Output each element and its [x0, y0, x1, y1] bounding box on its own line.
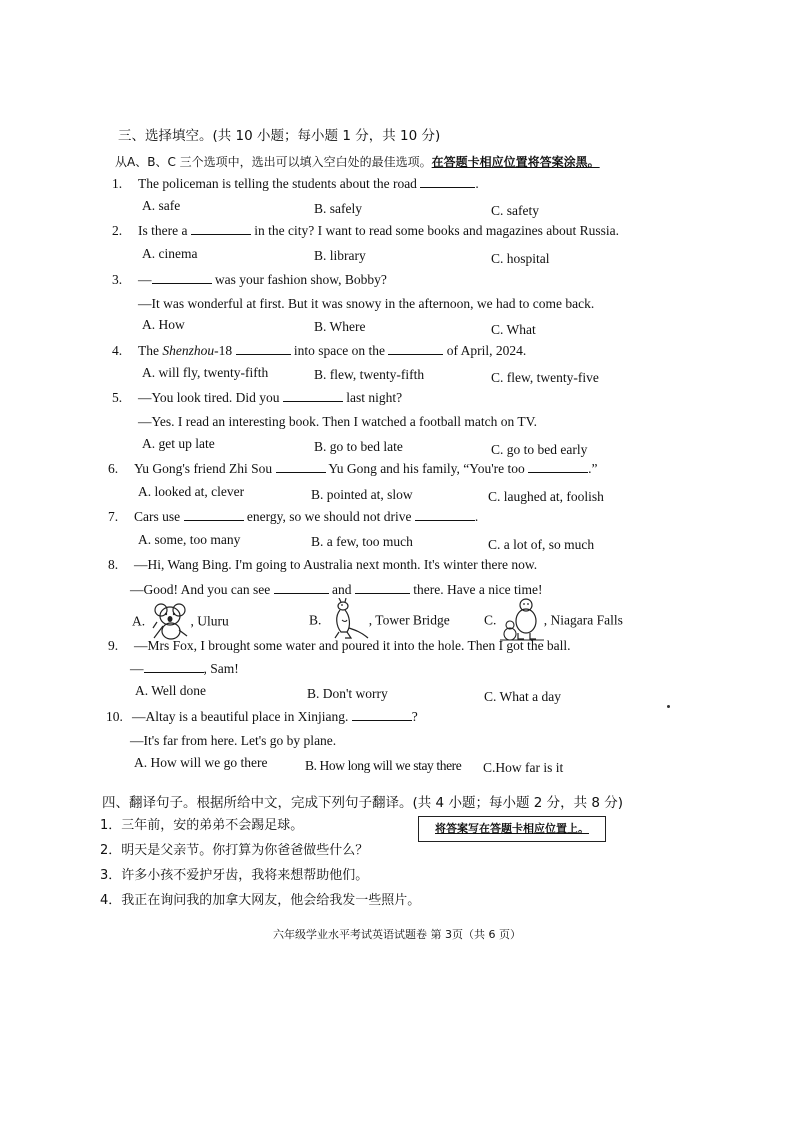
answer-blank [528, 459, 588, 473]
q10-option-a: A. How will we go there [134, 755, 268, 770]
q8-option-c: C. , Niagara Falls [484, 597, 623, 646]
translation-item-3: 3．许多小孩不爱护牙齿，我将来想帮助他们。 [100, 868, 369, 883]
q2-option-a: A. cinema [142, 246, 198, 261]
answer-blank [283, 388, 343, 402]
answer-blank [415, 507, 475, 521]
q10-option-b: B. How long will we stay there [305, 758, 462, 773]
translation-item-2: 2．明天是父亲节。你打算为你爸爸做些什么？ [100, 843, 369, 858]
answer-blank [144, 659, 204, 673]
question-1: 1. The policeman is telling the students about the road . [112, 176, 479, 191]
q7-option-c: C. a lot of, so much [488, 537, 595, 552]
q10-option-c: C.How far is it [483, 760, 564, 775]
question-3-reply: —It was wonderful at first. But it was snowy in the afternoon, we had to come back. [138, 296, 595, 311]
q1-option-c: C. safety [491, 203, 539, 218]
q7-option-b: B. a few, too much [311, 534, 413, 549]
q6-option-b: B. pointed at, slow [311, 487, 413, 502]
page-footer: 六年级学业水平考试英语试题卷 第 3页（共 6 页） [273, 928, 521, 941]
question-4: 4. The Shenzhou-18 into space on the of April, 2024. [112, 343, 527, 358]
question-6: 6. Yu Gong's friend Zhi Sou Yu Gong and his family, “You're too .” [108, 461, 598, 476]
question-9-reply: — , Sam! [130, 661, 239, 676]
answer-blank [355, 580, 410, 594]
question-10-reply: —It's far from here. Let's go by plane. [130, 733, 337, 748]
answer-blank [420, 174, 475, 188]
q1-option-b: B. safely [314, 201, 362, 216]
q3-option-a: A. How [142, 317, 185, 332]
question-8-reply: —Good! And you can see and there. Have a nice time! [130, 582, 543, 597]
translation-item-1: 1．三年前，安的弟弟不会踢足球。 [100, 818, 304, 833]
question-7: 7. Cars use energy, so we should not drive . [108, 509, 479, 524]
question-5: 5. —You look tired. Did you last night? [112, 390, 403, 405]
q9-option-c: C. What a day [484, 689, 561, 704]
question-2: 2. Is there a in the city? I want to read some books and magazines about Russia. [112, 223, 620, 238]
q9-option-b: B. Don't worry [307, 686, 388, 701]
section4-title: 四、翻译句子。根据所给中文，完成下列句子翻译。(共 4 小题；每小题 2 分，共 8 分) [102, 795, 624, 811]
answer-blank [152, 270, 212, 284]
q4-option-b: B. flew, twenty-fifth [314, 367, 425, 382]
q3-option-b: B. Where [314, 319, 366, 334]
q8-option-b: B. , Tower Bridge [309, 598, 450, 645]
answer-blank [276, 459, 326, 473]
q2-option-c: C. hospital [491, 251, 550, 266]
scan-speck [667, 705, 670, 708]
translation-item-4: 4．我正在询问我的加拿大网友，他会给我发一些照片。 [100, 893, 421, 908]
q6-option-c: C. laughed at, foolish [488, 489, 604, 504]
section3-title: 三、选择填空。(共 10 小题；每小题 1 分，共 10 分) [118, 128, 441, 144]
section3-instruction: 从A、B、C 三个选项中，选出可以填入空白处的最佳选项。在答题卡相应位置将答案涂黑。 [115, 155, 600, 169]
q5-option-c: C. go to bed early [491, 442, 588, 457]
question-10: 10. —Altay is a beautiful place in Xinjiang. ? [106, 709, 418, 724]
answer-blank [191, 221, 251, 235]
question-9: 9. —Mrs Fox, I brought some water and poured it into the hole. Then I got the ball. [108, 638, 571, 653]
answer-blank [274, 580, 329, 594]
q4-option-a: A. will fly, twenty-fifth [142, 365, 269, 380]
answer-blank [184, 507, 244, 521]
answer-blank [236, 341, 291, 355]
q5-option-a: A. get up late [142, 436, 215, 451]
answer-blank [388, 341, 443, 355]
q3-option-c: C. What [491, 322, 536, 337]
q6-option-a: A. looked at, clever [138, 484, 245, 499]
answer-card-note: 将答案写在答题卡相应位置上。 [418, 816, 606, 842]
q1-option-a: A. safe [142, 198, 181, 213]
question-5-reply: —Yes. I read an interesting book. Then I watched a football match on TV. [138, 414, 538, 429]
q5-option-b: B. go to bed late [314, 439, 403, 454]
section3-instruction-bold: 在答题卡相应位置将答案涂黑。 [431, 155, 600, 169]
question-8: 8. —Hi, Wang Bing. I'm going to Australia next month. It's winter there now. [108, 557, 538, 572]
q9-option-a: A. Well done [135, 683, 207, 698]
q7-option-a: A. some, too many [138, 532, 241, 547]
q8-option-a: A. , Uluru [132, 600, 229, 645]
q4-option-c: C. flew, twenty-five [491, 370, 599, 385]
q2-option-b: B. library [314, 248, 366, 263]
question-3: 3. — was your fashion show, Bobby? [112, 272, 387, 287]
answer-blank [352, 707, 412, 721]
